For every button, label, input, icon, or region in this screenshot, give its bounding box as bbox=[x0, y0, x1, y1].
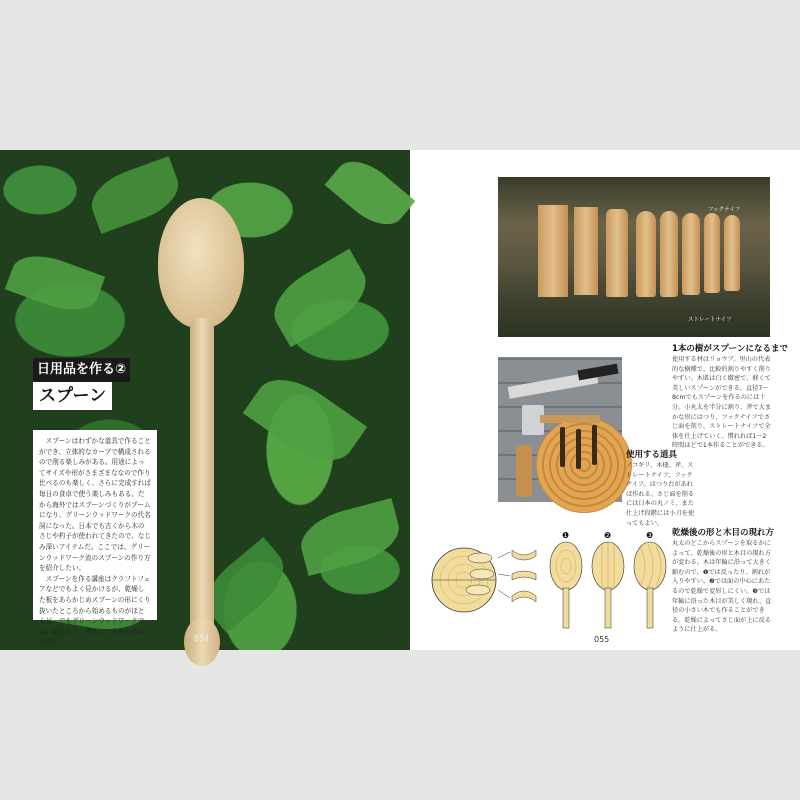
hook-knife-label: フックナイフ bbox=[708, 207, 741, 213]
log-cross-section bbox=[432, 548, 496, 612]
diagram-number-3: ❸ bbox=[646, 531, 654, 540]
section2-heading: 使用する道具 bbox=[626, 450, 678, 460]
intro-text-box bbox=[33, 430, 157, 647]
page-number-left: 054 bbox=[194, 634, 210, 643]
spoon-grain-1 bbox=[550, 542, 582, 628]
wooden-spoon bbox=[158, 198, 244, 668]
diagram-number-1: ❶ bbox=[562, 531, 570, 540]
book-spread bbox=[0, 150, 800, 650]
straight-knife-label: ストレートナイフ bbox=[688, 317, 732, 323]
section3-heading: 乾燥後の形と木目の現れ方 bbox=[672, 528, 775, 538]
page-number-right: 055 bbox=[594, 635, 610, 644]
dried-shapes bbox=[498, 550, 536, 602]
diagram-number-2: ❷ bbox=[604, 531, 612, 540]
spoon-grain-2 bbox=[592, 542, 624, 628]
page-title: スプーン bbox=[33, 382, 112, 410]
spoon-progression-photo bbox=[498, 177, 770, 337]
section1-body: 使用する材はリョウブ。里山の代表的な樹種で、比較的割りやすく削りやすい。木肌は白く緻密で、軽くて美しいスプーンができる。直径7～8cmでもスプーンを作るのには十分。小丸太を半分に割り、斧で大まかな形にはつり、フックナイフでさじ面を削り、ストレートナイフで全体を仕上げていく。慣れれば1～2時間ほどで1本作ることができる。 bbox=[672, 356, 771, 450]
tools-photo bbox=[498, 357, 622, 502]
spoon-grain-3 bbox=[634, 542, 666, 628]
spoon-on-leaves-photo bbox=[0, 150, 410, 650]
series-kicker: 日用品を作る② bbox=[33, 358, 130, 382]
intro-paragraph-1: スプーンはわずかな道具で作ることができ、立体的なカーブで構成されるので削る楽しみがある。用途によってサイズや形がさまざまななので作り比べるのも楽しく、さらに完成すれば毎日の食卓で使う楽しみもある。だから海外ではスプーンづくりがブームになり、グリーンウッドワークの代名詞になった。日本でも古くから木のさじや杓子が使われてきたので、なじみ深いアイテムだ。ここでは、グリーンウッドワーク流のスプーンの作り方を紹介したい。 bbox=[39, 437, 151, 573]
section3-body: 丸太のどこからスプーンを取るかによって、乾燥後の形と木目の現れ方が変わる。木は年輪に沿って大きく縮むので、❶では反ったり、割れが入りやすい。❷では面の中心にあたるので乾燥で変形しにくい。❸では年輪に沿った木目が美しく現れ、直径の小さい木でも作ることができる。乾燥によってさじ面が上に反るように仕上がる。 bbox=[672, 540, 772, 634]
section1-heading: 1本の樹がスプーンになるまで bbox=[672, 344, 788, 354]
section2-body: ノコギリ、木槌、斧、ストレートナイフ、フックナイフ。はつり台があれば作れる。さじ面を削るには日本の丸ノミ、また仕上げ段階には小刀を使ってもよい。 bbox=[626, 462, 695, 527]
wood-grain-diagram bbox=[430, 530, 670, 630]
intro-paragraph-2: スプーンを作る講座はクラフトフェアなどでもよく見かけるが、乾燥した板をあらかじめスプーンの形にくり抜いたところから始めるものがほとんど。でもグリーンウッドワークでは、樹を伐り、割るところから始めるのだ。 bbox=[39, 574, 151, 647]
